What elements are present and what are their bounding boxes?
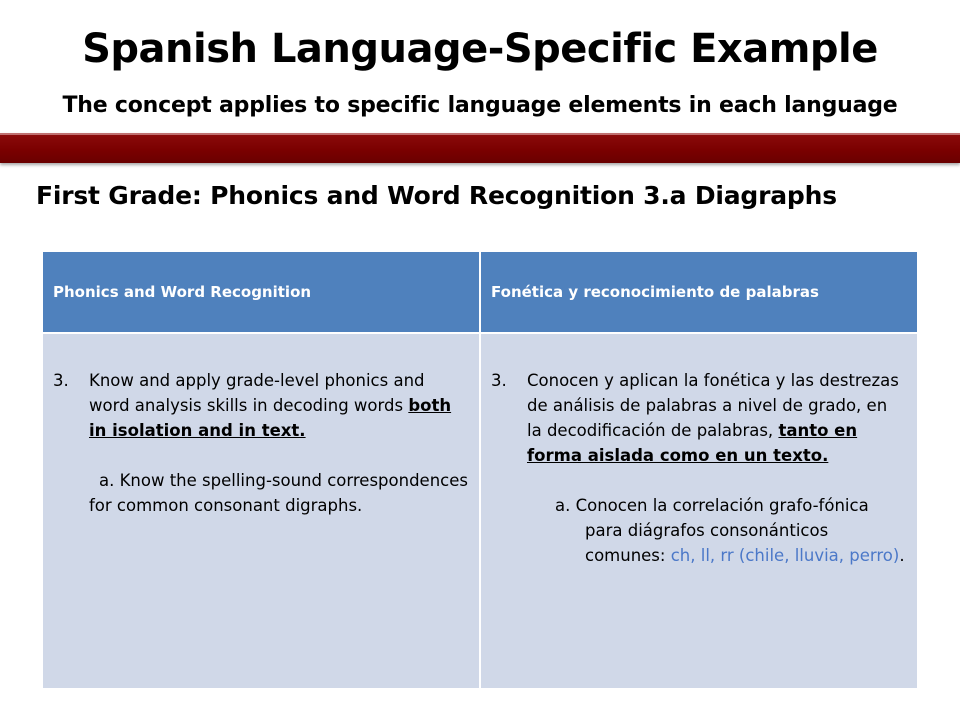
- table-row: [42, 333, 918, 689]
- standards-table: [41, 250, 919, 690]
- slide-title: Spanish Language-Specific Example: [82, 26, 878, 72]
- slide-subtitle: The concept applies to specific language elements in each language: [62, 93, 898, 118]
- english-text-underlined: both in isolation and in text.: [89, 396, 452, 440]
- spanish-text-underlined: tanto en forma aislada como en un texto.: [527, 421, 858, 465]
- cell-spanish: [480, 333, 918, 689]
- english-standard: [53, 368, 469, 443]
- spanish-sub-text: a. Conocen la correlación grafo-fónica para diágrafos consonánticos comunes:: [555, 496, 869, 565]
- divider-bar: [0, 133, 960, 163]
- english-number: 3.: [53, 371, 69, 390]
- cell-english: [42, 333, 480, 689]
- english-substandard: a. Know the spelling-sound correspondences for common consonant digraphs.: [89, 471, 468, 515]
- header-english: Phonics and Word Recognition: [42, 251, 480, 333]
- table-header-row: [42, 251, 918, 333]
- spanish-sub-period: .: [899, 546, 905, 565]
- section-heading: First Grade: Phonics and Word Recognition 3.a Diagraphs: [36, 181, 837, 210]
- english-text-before: Know and apply grade-level phonics and word analysis skills in decoding words: [89, 371, 425, 415]
- spanish-text: [527, 368, 907, 468]
- spanish-sub-examples: ch, ll, rr (chile, lluvia, perro): [670, 546, 900, 565]
- spanish-standard: [491, 368, 907, 468]
- header-spanish: Fonética y reconocimiento de palabras: [480, 251, 918, 333]
- spanish-substandard: [491, 493, 907, 568]
- spanish-number: 3.: [491, 371, 507, 390]
- english-text: [89, 368, 469, 443]
- spanish-text-before: Conocen y aplican la fonética y las destrezas de análisis de palabras a nivel de grado, en la decodificación de palabras,: [527, 371, 899, 440]
